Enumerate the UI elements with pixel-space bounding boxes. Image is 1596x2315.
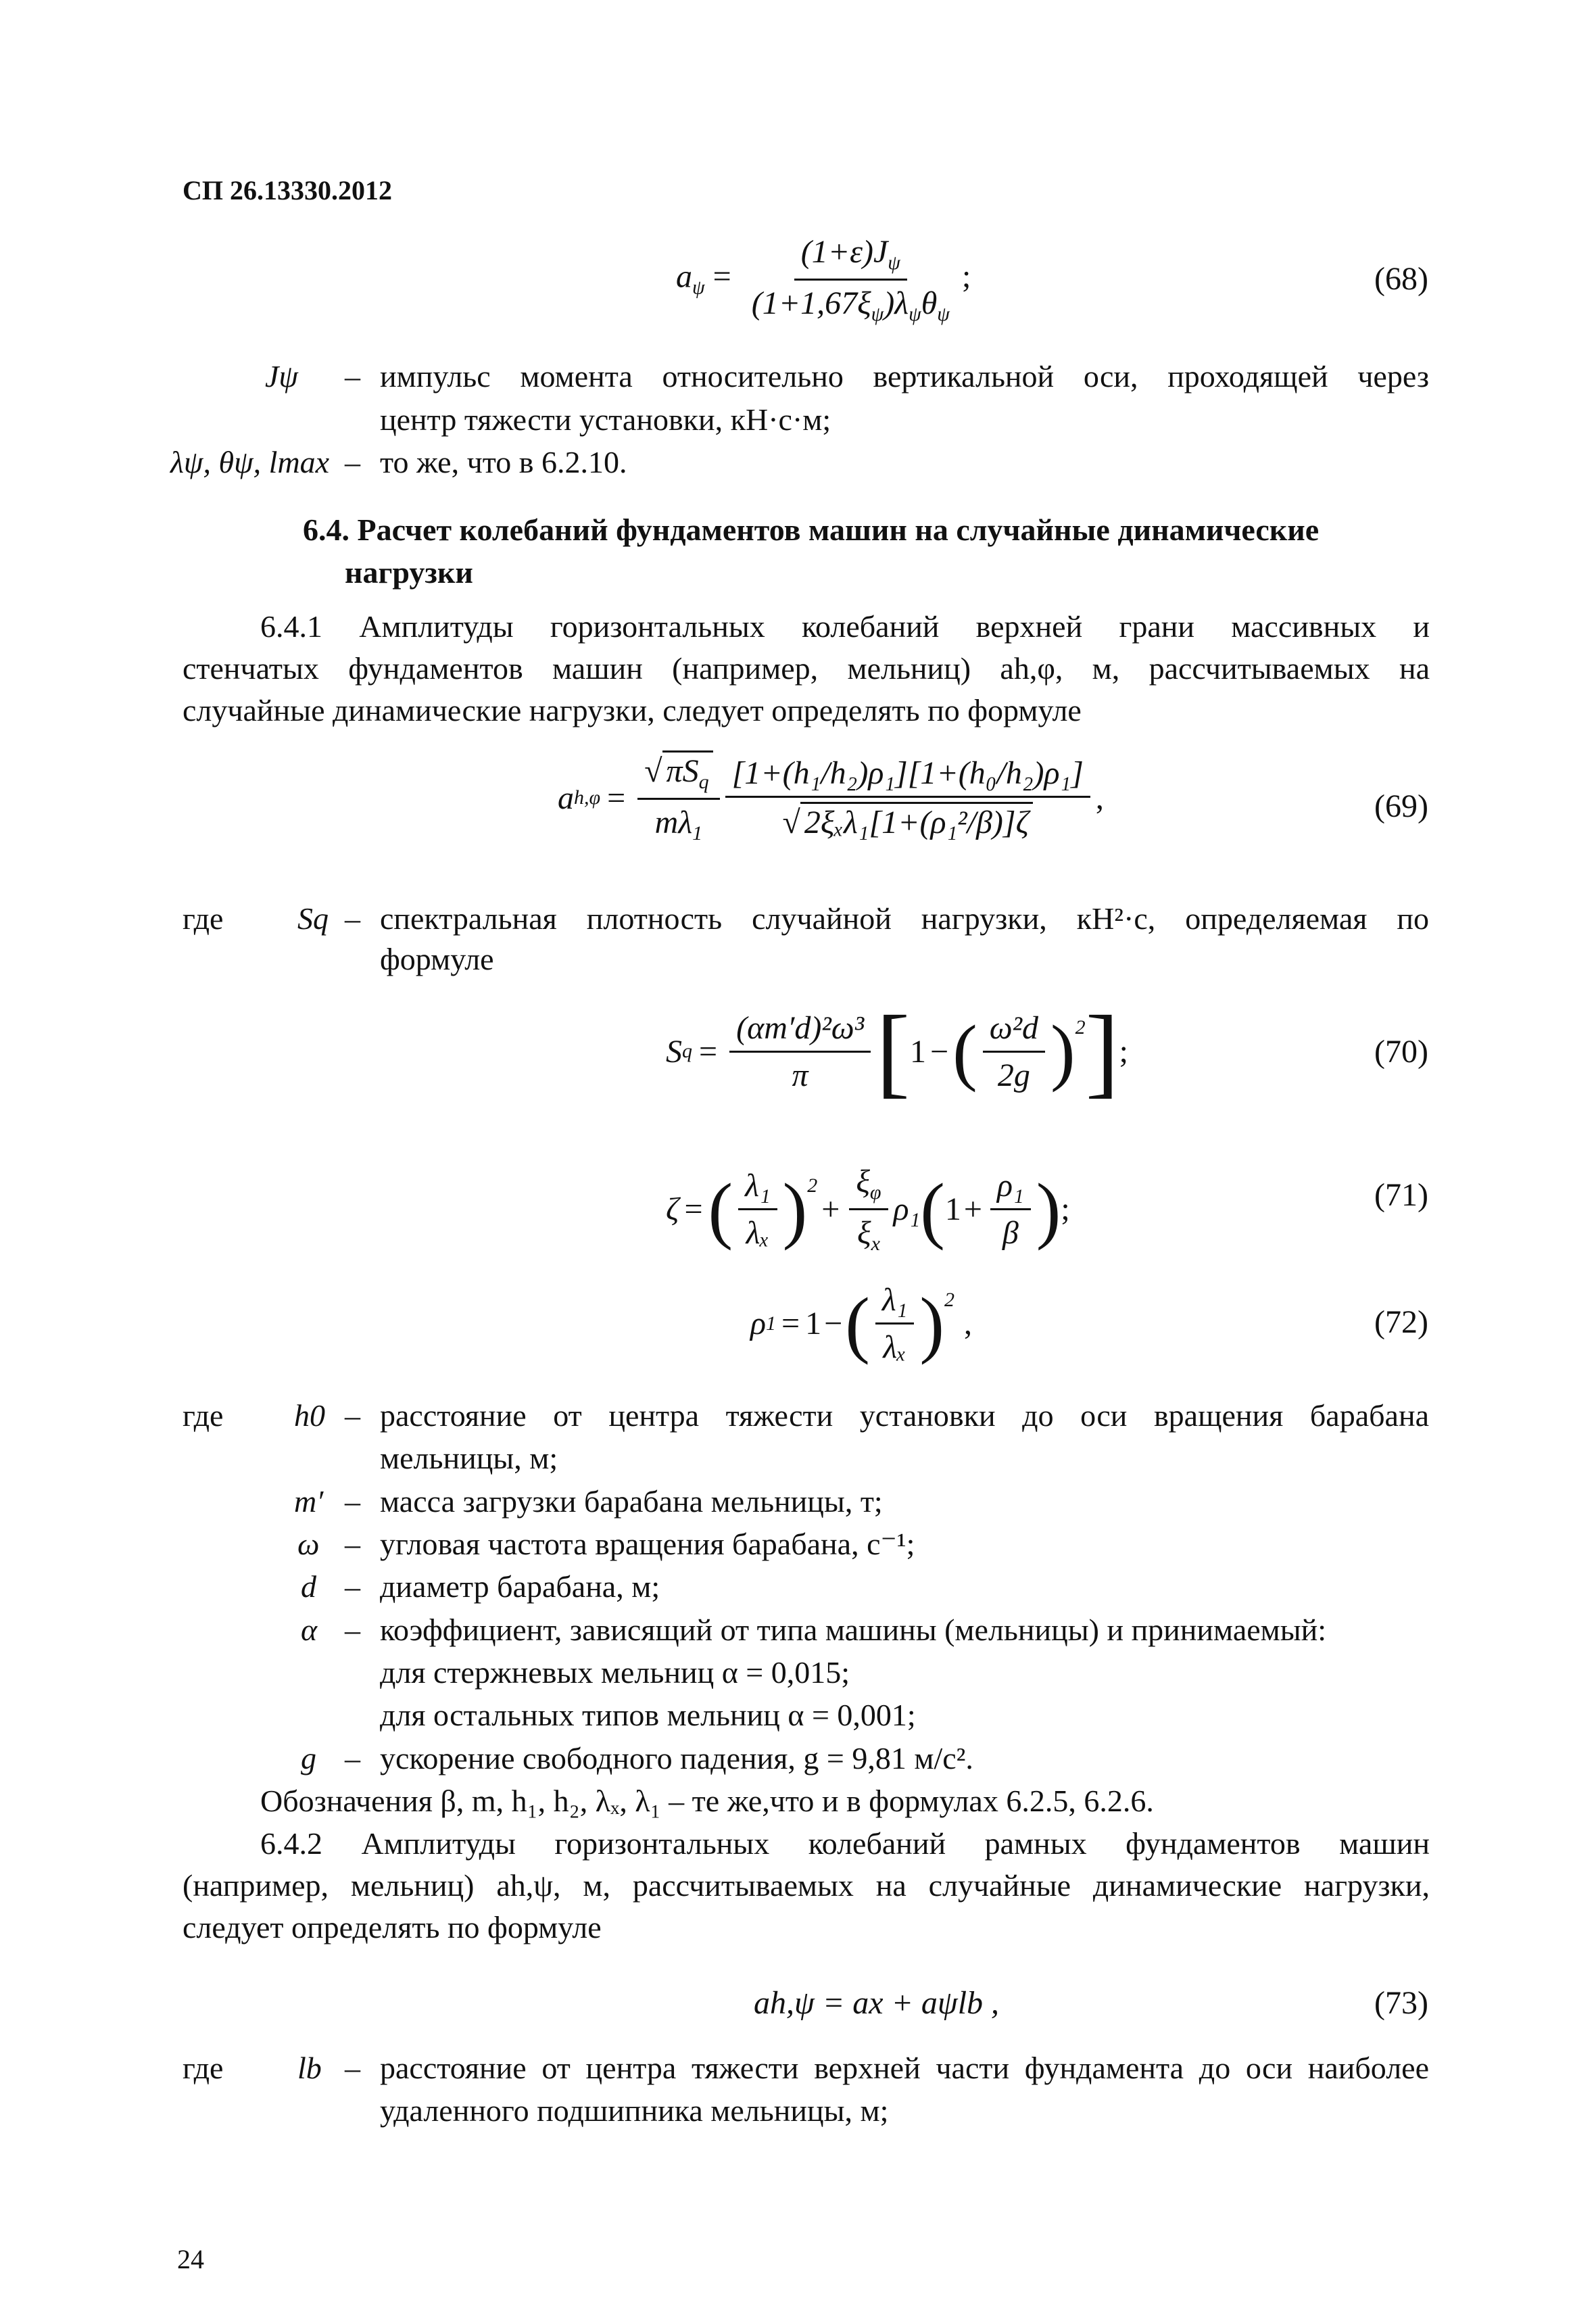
equation-number-70: (70) bbox=[1374, 1034, 1428, 1070]
equation-number-72: (72) bbox=[1374, 1304, 1428, 1340]
notation-sentence: Обозначения β, m, h₁, h₂, λₓ, λ₁ – те же,что и в формулах 6.2.5, 6.2.6. bbox=[260, 1784, 1154, 1818]
formula-71: ζ = ( $\frac{\text{λ₁}}{\text{λₓ}}$ ) 2 + $\frac{\xi_\varphi}{\xi_x}$ ρ₁ ( 1 + $\frac{\text{ρ₁}}{\beta}$ ) ; bbox=[666, 1164, 1070, 1255]
definition-alpha-rod: для стержневых мельниц α = 0,015; bbox=[380, 1655, 850, 1690]
definition-dash: – bbox=[345, 901, 360, 936]
definition-omega: угловая частота вращения барабана, с⁻¹; bbox=[380, 1527, 915, 1561]
paragraph-642-line1: 6.4.2 Амплитуды горизонтальных колебаний рамных фундаментов машин bbox=[260, 1826, 1430, 1861]
definition-h0-cont: мельницы, м; bbox=[380, 1441, 558, 1475]
page-number: 24 bbox=[177, 2244, 204, 2274]
symbol-omega: ω bbox=[297, 1527, 320, 1561]
definition-dash: – bbox=[345, 1484, 360, 1519]
paragraph-641-line2: стенчатых фундаментов машин (например, мельниц) ah,φ, м, рассчитываемых на bbox=[183, 651, 1430, 686]
symbol-d: d bbox=[301, 1569, 316, 1604]
symbol-g: g bbox=[301, 1741, 316, 1775]
paragraph-641-line3: случайные динамические нагрузки, следует определять по формуле bbox=[183, 693, 1082, 727]
definition-j-psi-cont: центр тяжести установки, кН·с·м; bbox=[380, 402, 831, 437]
definition-alpha-other: для остальных типов мельниц α = 0,001; bbox=[380, 1698, 916, 1732]
definition-d: диаметр барабана, м; bbox=[380, 1569, 660, 1604]
where-label: где bbox=[183, 1398, 224, 1433]
equation-number-73: (73) bbox=[1374, 1985, 1428, 2021]
paragraph-641-line1: 6.4.1 Амплитуды горизонтальных колебаний верхней грани массивных и bbox=[260, 609, 1430, 644]
definition-j-psi: импульс момента относительно вертикальной оси, проходящей через bbox=[380, 359, 1429, 393]
definition-sq: спектральная плотность случайной нагрузки, кН²·с, определяемая по bbox=[380, 901, 1429, 936]
paragraph-642-line3: следует определять по формуле bbox=[183, 1910, 602, 1944]
where-label: где bbox=[183, 2051, 224, 2085]
definition-h0: расстояние от центра тяжести установки до оси вращения барабана bbox=[380, 1398, 1429, 1433]
symbol-lambda-theta-lmax: λψ, θψ, lmax bbox=[170, 445, 330, 479]
formula-70: S q = $\frac{\text{(αm′d)²ω³}}{\pi}$ [ 1 − ( $\frac{\text{ω²d}}{2g}$ ) 2 ] ; bbox=[666, 995, 1128, 1107]
formula-68: $a_\psi$ = $\frac{(1+\varepsilon)J_\psi}{(1+1,67\xi_\psi)\lambda_\psi\theta_\psi}$ ; bbox=[676, 234, 971, 325]
definition-g: ускорение свободного падения, g = 9,81 м/с². bbox=[380, 1741, 973, 1775]
symbol-j-psi: Jψ bbox=[265, 359, 298, 393]
definition-dash: – bbox=[345, 1741, 360, 1775]
definition-dash: – bbox=[345, 1613, 360, 1647]
formula-73: ah,ψ = ax + aψlb , bbox=[754, 1985, 1000, 2021]
definition-dash: – bbox=[345, 445, 360, 479]
definition-sq-cont: формуле bbox=[380, 942, 494, 976]
equation-number-71: (71) bbox=[1374, 1177, 1428, 1213]
definition-alpha: коэффициент, зависящий от типа машины (мельницы) и принимаемый: bbox=[380, 1613, 1327, 1647]
definition-lb-cont: удаленного подшипника мельницы, м; bbox=[380, 2093, 889, 2128]
definition-m-prime: масса загрузки барабана мельницы, т; bbox=[380, 1484, 883, 1519]
definition-dash: – bbox=[345, 2051, 360, 2085]
symbol-lb: lb bbox=[297, 2051, 322, 2085]
equation-number-69: (69) bbox=[1374, 788, 1428, 824]
document-code-header: СП 26.13330.2012 bbox=[183, 175, 392, 206]
definition-dash: – bbox=[345, 1527, 360, 1561]
equation-number-68: (68) bbox=[1374, 261, 1428, 297]
definition-same-as: то же, что в 6.2.10. bbox=[380, 445, 627, 479]
symbol-sq: Sq bbox=[297, 901, 329, 936]
section-title-line1: 6.4. Расчет колебаний фундаментов машин на случайные динамические bbox=[303, 512, 1320, 547]
definition-dash: – bbox=[345, 359, 360, 393]
definition-lb: расстояние от центра тяжести верхней части фундамента до оси наиболее bbox=[380, 2051, 1429, 2085]
section-title-line2: нагрузки bbox=[345, 555, 473, 590]
where-label: где bbox=[183, 901, 224, 936]
definition-dash: – bbox=[345, 1569, 360, 1604]
symbol-alpha: α bbox=[301, 1613, 318, 1647]
definition-dash: – bbox=[345, 1398, 360, 1433]
symbol-m-prime: m′ bbox=[294, 1484, 324, 1519]
formula-72: ρ 1 = 1 − ( $\frac{\text{λ₁}}{\text{λₓ}}$ ) 2 , bbox=[750, 1282, 972, 1365]
symbol-h0: h0 bbox=[294, 1398, 325, 1433]
paragraph-642-line2: (например, мельниц) ah,ψ, м, рассчитываемых на случайные динамические нагрузки, bbox=[183, 1868, 1430, 1903]
formula-69: a h,φ = $\frac{√ \pi S_q}{m\lambda_1}$ $\frac{\text{[1+(h₁/h₂)ρ₁][1+(h₀/h₂)ρ₁]}}{\text{√ 2ξₓλ₁[1+(ρ₁²/β)]ζ}}$ , bbox=[558, 750, 1104, 845]
